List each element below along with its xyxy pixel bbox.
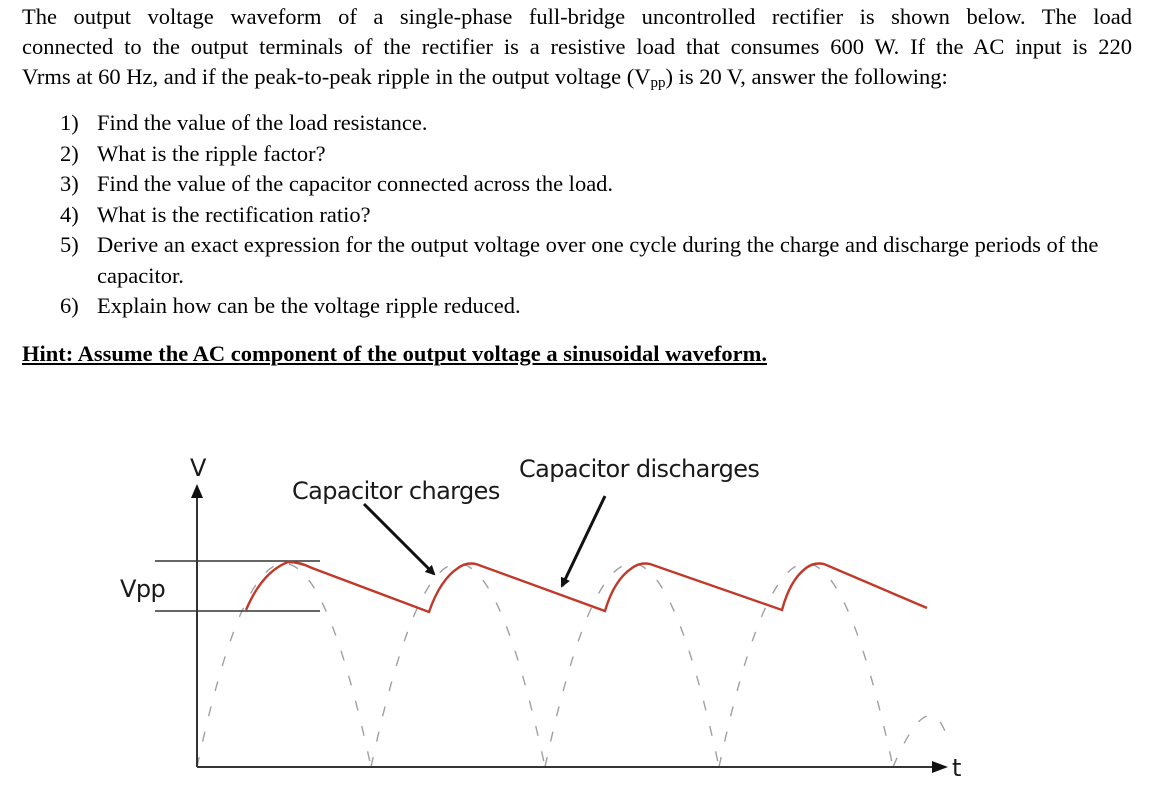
question-text: What is the rectification ratio? (97, 201, 371, 227)
question-number: 3) (60, 171, 79, 196)
capacitor-discharges-label: Capacitor discharges (519, 455, 760, 483)
problem-line-3 (22, 62, 1132, 98)
rectified-sine-dashed (197, 564, 948, 768)
question-text: Find the value of the load resistance. (97, 110, 428, 135)
y-axis-label: V (190, 454, 206, 482)
rectified-half-cycle (371, 564, 545, 768)
question-text: Explain how can be the voltage ripple reduced. (97, 293, 521, 318)
question-number: 5) (60, 232, 79, 257)
problem-line-1: The output voltage waveform of a single-phase full-bridge uncontrolled rectifier is shown below. The load (22, 4, 1132, 29)
question-item (0, 291, 1137, 322)
question-item (0, 139, 1137, 170)
rectified-half-cycle (197, 564, 371, 768)
discharge-arrow (562, 496, 605, 586)
question-number: 4) (60, 201, 79, 227)
hint-text: Hint: Assume the AC component of the output voltage a sinusoidal waveform. (22, 341, 768, 366)
question-item (0, 200, 1137, 231)
x-axis-arrow-icon (932, 761, 948, 773)
problem-line-3-start: Vrms at 60 Hz, and if the peak-to-peak ripple in the output voltage (V (22, 64, 651, 89)
capacitor-charges-label: Capacitor charges (292, 477, 500, 505)
question-text: Derive an exact expression for the output voltage over one cycle during the charge and discharge periods of the capacitor. (97, 232, 1099, 288)
rectified-half-cycle (719, 564, 893, 768)
output-voltage-ripple-curve (246, 562, 927, 612)
y-axis-arrow-icon (191, 484, 203, 498)
question-item (0, 230, 1137, 291)
question-text: Find the value of the capacitor connected across the load. (97, 171, 614, 196)
problem-line-2: connected to the output terminals of the rectifier is a resistive load that consumes 600 W. If the AC input is 220 (22, 34, 1132, 59)
question-number: 6) (60, 293, 79, 318)
question-list (0, 108, 1137, 322)
problem-line-3-end: ) is 20 V, answer the following: (665, 64, 948, 89)
question-item (0, 169, 1137, 200)
rectified-half-cycle (893, 716, 948, 767)
vpp-label: Vpp (120, 575, 166, 603)
problem-statement (22, 2, 1132, 98)
vpp-subscript: pp (650, 75, 666, 91)
question-number: 1) (60, 110, 79, 135)
x-axis-label: t (952, 754, 961, 780)
charge-arrow (364, 504, 434, 574)
ripple-waveform-figure (0, 440, 1158, 780)
rectified-half-cycle (545, 564, 719, 768)
question-item (0, 108, 1137, 139)
question-text: What is the ripple factor? (97, 140, 326, 166)
question-number: 2) (60, 140, 79, 166)
